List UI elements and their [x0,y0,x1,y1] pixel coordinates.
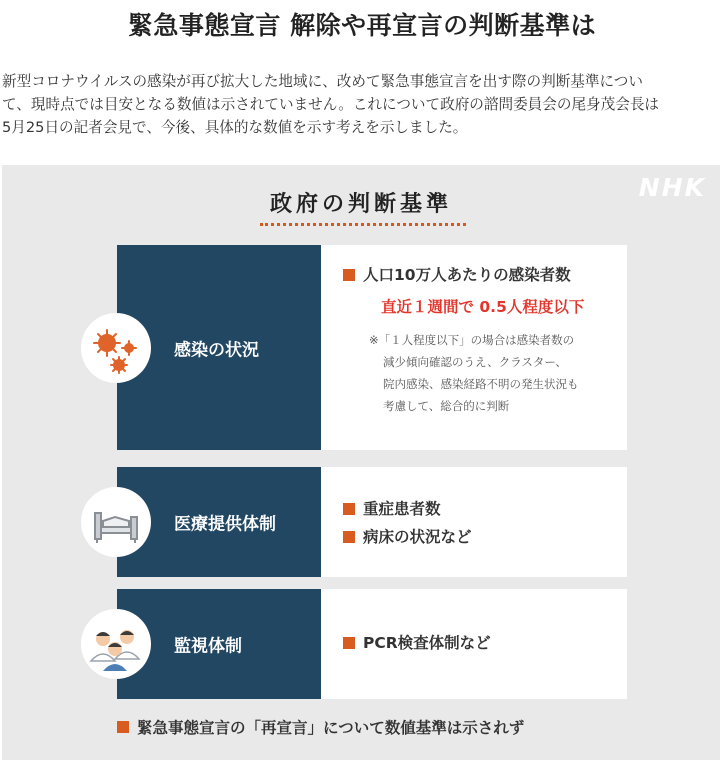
bullet-square [343,269,355,281]
bullet-square [343,503,355,515]
criteria-item [343,523,627,551]
note-line: ※「１人程度以下」の場合は感染者数の [369,333,575,347]
note-line: 院内感染、感染経路不明の発生状況も [383,377,579,391]
card-label: 感染の状況 [174,340,259,360]
card-body [321,467,627,577]
criteria-item [343,629,627,657]
criteria-card-monitoring [117,589,627,699]
nhk-logo: NHK [638,173,706,202]
medical-staff-icon [81,609,151,679]
card-header [117,589,321,699]
title-underline [260,223,466,226]
criteria-item [343,261,627,289]
card-body [321,245,627,450]
footer-note [117,716,697,738]
criteria-item-text: 人口10万人あたりの感染者数 [363,266,571,284]
criteria-item-text: PCR検査体制など [363,634,491,652]
infographic-title: 政府の判断基準 [269,192,452,217]
card-header [117,467,321,577]
note-line: 減少傾向確認のうえ、クラスター、 [383,355,567,369]
criteria-note [369,329,627,417]
criteria-card-medical [117,467,627,577]
article-body [2,70,720,139]
criteria-item-text: 病床の状況など [363,528,472,546]
threshold-value: 直近１週間で 0.5人程度以下 [381,298,585,316]
infographic-panel [2,165,720,760]
body-line: て、現時点では目安となる数値は示されていません。これについて政府の諮問委員会の尾身茂会長は [2,96,660,113]
note-line: 考慮して、総合的に判断 [383,399,510,413]
footer-note-text: 緊急事態宣言の「再宣言」について数値基準は示されず [137,719,525,737]
body-line: 新型コロナウイルスの感染が再び拡大した地域に、改めて緊急事態宣言を出す際の判断基準につい [2,73,643,90]
hospital-bed-icon [81,487,151,557]
card-body [321,589,627,699]
bullet-square [117,721,129,733]
criteria-item [343,495,627,523]
card-label: 監視体制 [174,636,242,657]
body-line: 5月25日の記者会見で、今後、具体的な数値を示す考えを示しました。 [2,119,468,136]
bullet-square [343,637,355,649]
card-header [117,245,321,450]
card-label: 医療提供体制 [174,514,276,535]
criteria-item-text: 重症患者数 [363,500,441,518]
article-headline: 緊急事態宣言 解除や再宣言の判断基準は [127,11,597,40]
bullet-square [343,531,355,543]
virus-icon [81,313,151,383]
criteria-card-infection [117,245,627,450]
